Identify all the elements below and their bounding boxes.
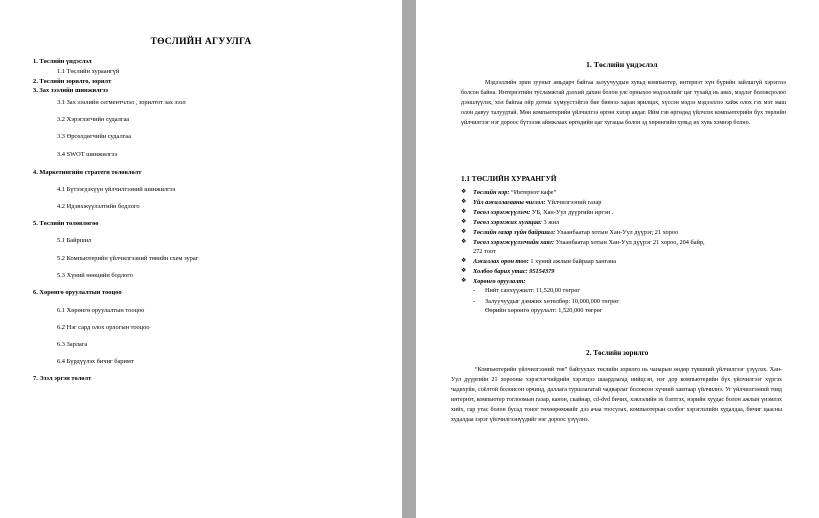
toc-item[interactable]: 2. Төслийн зорилго, зорилт	[33, 78, 112, 85]
toc-item[interactable]: 6.1 Хөрөнгө оруулалтын тооцоо	[57, 307, 145, 314]
section1-paragraph: Мэдээллийн эрин зууныг амьдарч байгаа залуучуудын хувьд компьютер, интернэт хүн бүрийн зайлшгүй хэрэглээ болсон байна. Интернэтийн тусламжтай дэлхий дахин болон улс орныхоо мэдээллийг цаг тухайд нь авах, мэдлэг боловсролоо дээшлүүлэх, хол байгаа ойр дотны хүмүүстэйгээ бие биенээ харан ярилцах, хүссэн мэдээ мэдээллээ хайж олох гэх мэт маш олон давуу талуудтай. Мөн компьютерийн үйлчилгээ өргөн хэлэр авдаг. Ийм гэв өргөдөд үйлчлэх компьютерийн бүх төрлийн үйлчилгээг нэг дороос бүтэээж аймжлаах өргөдийн цаг хугацаа болон эд хөрөнгийн хувьд их хувь хэмнэр болно.	[461, 80, 786, 126]
toc-item[interactable]: 5. Төслийн төлөвлөгөө	[33, 220, 99, 227]
summary-heading: 1.1 ТӨСЛИЙН ХУРААНГУЙ	[461, 175, 557, 183]
diamond-bullet-icon: ❖	[461, 239, 467, 245]
diamond-bullet-icon: ❖	[461, 219, 467, 225]
section2-paragraph: “Компьютерийн үйлчилгээний төв” байгуулах төслийн зорилго нь чанарын өндөр түвшний үйлчилгээг үзүүлэх. Хан-Уул дүүргийн 21 хорооны хэрэглэгчийдийн хэрэгцээ шаардлагад нийцсэн, нэг дор компьютерийн бүх үйлчилгээг хүргэх чадвхуйн, соёлтой болонсон орчинд, даллага туршлагатай чадварлаг боловсон хүчний хамтаар үйлчилнэ. Уг үйлчилгээний төвд интернэт, компьютер тоглоомын газар, канон, скайнар, cd-dvd бичих, хэвлэлийн эх бэлтгэх, нэрийн хуудас болон ажлын үнэмлэх хийх, гар утас болон бусад тоног төхөөрөмжийг дээ ачаа тоосулах, компьютерын солбог хэрэглэлийн худалдаа, бичиг цаасны худалдаа зэрэг үйлчилгээнүүдийг нэг дороос үзүүлнэ.	[451, 367, 782, 423]
toc-item[interactable]: 3.2 Хэрэглэгчийн судалгаа	[57, 116, 130, 123]
toc-item[interactable]: 6.3 Зарлага	[57, 341, 88, 348]
section2-heading: 2. Төслийн зорилго	[586, 349, 649, 357]
toc-item[interactable]: 5.1 Байршил	[57, 237, 92, 244]
toc-item[interactable]: 4.2 Идэвхжүүлэлтийн бодлого	[57, 203, 140, 210]
toc-item[interactable]: 3.1 Зах зээлийн сегментчлэл , зорилтот зах зээл	[57, 99, 186, 106]
toc-item[interactable]: 3.3 Өрсөлдөгчийн судалгаа	[57, 133, 131, 140]
toc-item[interactable]: 6. Хөрөнгө оруулалтын тооцоо	[33, 289, 122, 296]
toc-item[interactable]: 4.1 Бүтээгдэхүүн үйлчилгээний шинжилгээ	[57, 186, 176, 193]
toc-title: ТӨСЛИЙН АГУУЛГА	[150, 37, 252, 47]
toc-item[interactable]: 4. Маркетингийн стратеги төлөвлөлт	[33, 169, 142, 176]
toc-item[interactable]: 6.2 Нэг сард олох орлогын тооцоо	[57, 324, 150, 331]
toc-item[interactable]: 6.4 Бүрдүүлэх бичиг баримт	[57, 358, 134, 365]
diamond-bullet-icon: ❖	[461, 258, 467, 264]
toc-item[interactable]: 5.2 Компьютерийн үйлчилгээний төвийн схем зураг	[57, 255, 199, 262]
diamond-bullet-icon: ❖	[461, 229, 467, 235]
toc-item[interactable]: 5.3 Хүний нөөцийн бодлого	[57, 272, 133, 279]
toc-item[interactable]: 7. Эзэл эргэн төлөлт	[33, 375, 92, 382]
toc-item[interactable]: 1. Төслийн үндэслэл	[33, 58, 92, 65]
toc-item[interactable]: 1.1 Төслийн хураангүй	[57, 68, 120, 75]
toc-page	[0, 0, 402, 518]
diamond-bullet-icon: ❖	[461, 268, 467, 274]
diamond-bullet-icon: ❖	[461, 209, 467, 215]
toc-item[interactable]: 3.4 SWOT шинжилгээ	[57, 151, 118, 158]
diamond-bullet-icon: ❖	[461, 199, 467, 205]
section1-heading: 1. Төслийн үндэслэл	[586, 60, 658, 69]
diamond-bullet-icon: ❖	[461, 278, 467, 284]
toc-item[interactable]: 3. Зах зээлийн шинжилгээ	[33, 87, 109, 94]
diamond-bullet-icon: ❖	[461, 189, 467, 195]
